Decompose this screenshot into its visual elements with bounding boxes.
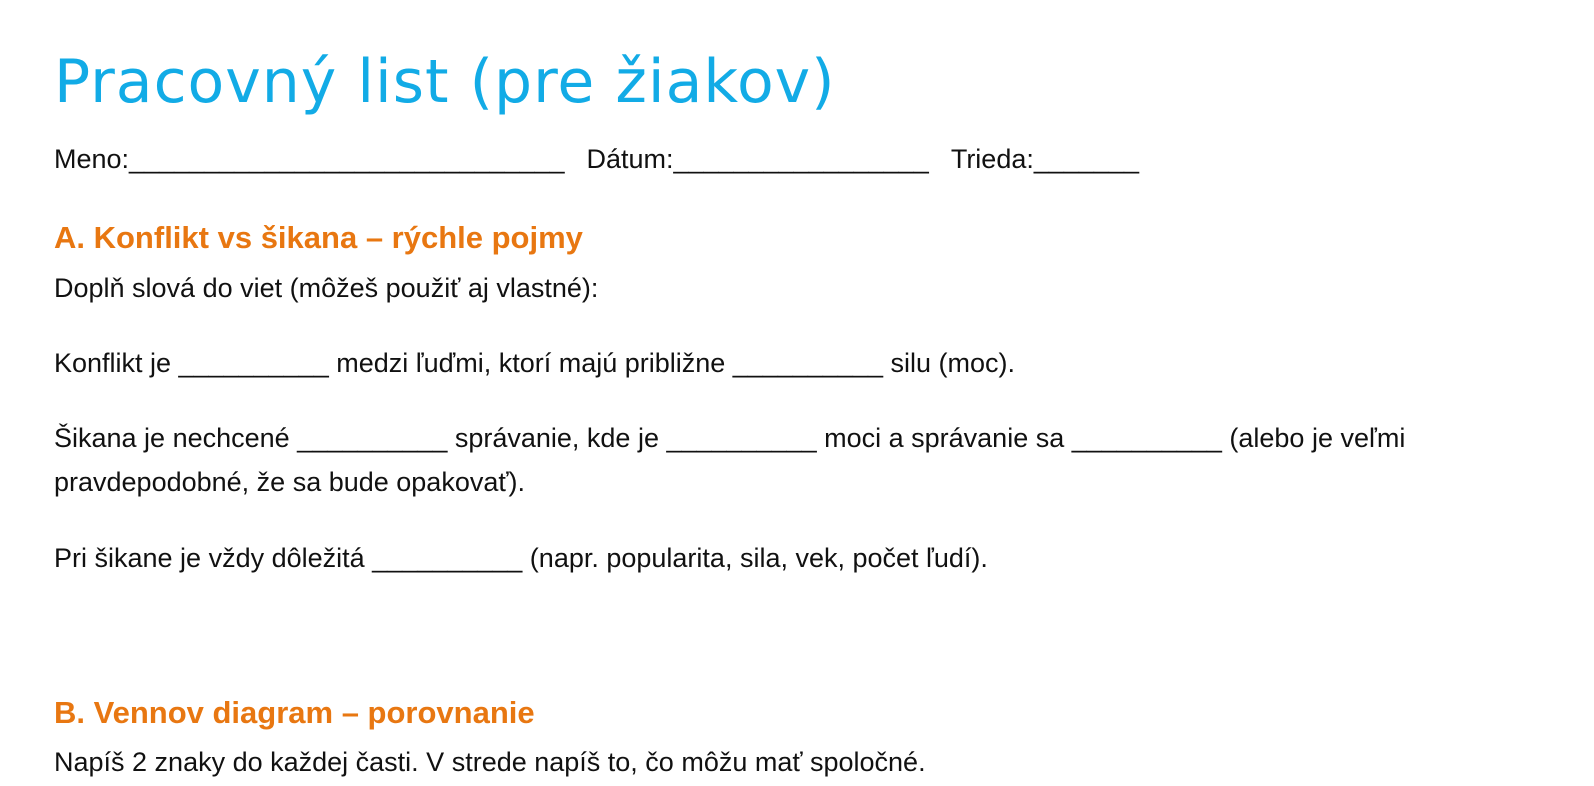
name-field-label: Meno: (54, 144, 130, 174)
header-fields (54, 137, 1139, 181)
section-b-instruction: Napíš 2 znaky do každej časti. V strede napíš to, čo môžu mať spoločné. (54, 747, 926, 777)
date-field-label: Dátum: (586, 144, 674, 174)
class-field-blank: _______ (1033, 144, 1139, 174)
section-a-instruction: Doplň slová do viet (môžeš použiť aj vlastné): (54, 273, 599, 303)
page-title: Pracovný list (pre žiakov) (54, 47, 836, 117)
section-b-heading: B. Vennov diagram – porovnanie (54, 695, 535, 730)
section-a-heading: A. Konflikt vs šikana – rýchle pojmy (54, 220, 583, 255)
name-field-blank: _____________________________ (129, 144, 565, 174)
section-a-sentence-1: Konflikt je __________ medzi ľuďmi, ktorí majú približne __________ silu (moc). (54, 348, 1015, 378)
section-a-sentence-3: Pri šikane je vždy dôležitá __________ (napr. popularita, sila, vek, počet ľudí). (54, 543, 988, 573)
date-field-blank: _________________ (673, 144, 929, 174)
class-field-label: Trieda: (950, 144, 1034, 174)
section-a-sentence-2: Šikana je nechcené __________ správanie, kde je __________ moci a správanie sa __________ (alebo je veľmi pravdepodobné, že sa bude opakovať). (54, 423, 1406, 497)
